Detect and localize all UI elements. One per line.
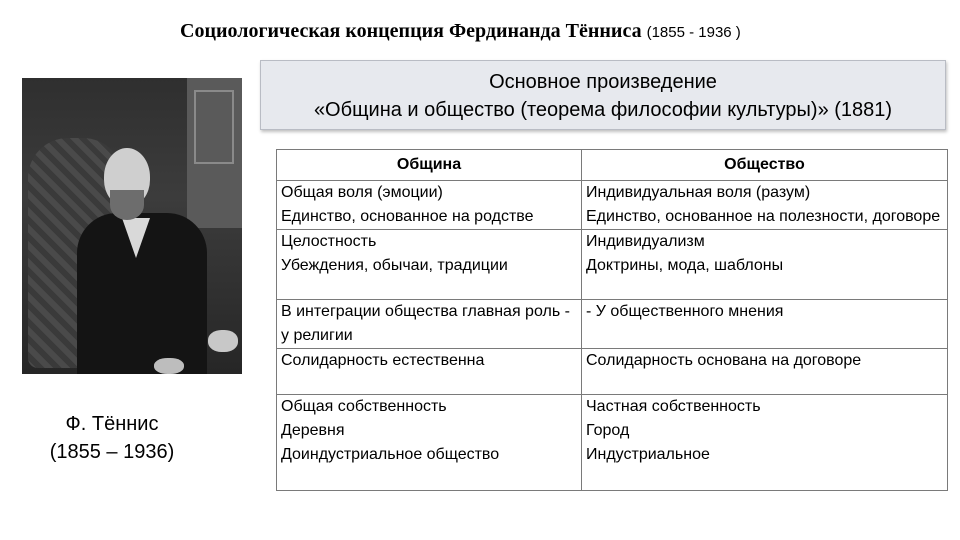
portrait-beard bbox=[110, 190, 144, 220]
table-row bbox=[277, 300, 948, 349]
comparison-table bbox=[276, 149, 948, 491]
portrait-hand bbox=[208, 330, 238, 352]
table-cell-community bbox=[277, 300, 582, 349]
cell-line: Общая собственность bbox=[281, 398, 447, 415]
table-cell-society bbox=[582, 300, 948, 349]
table-cell-society bbox=[582, 230, 948, 300]
portrait-caption-years: (1855 – 1936) bbox=[49, 441, 175, 463]
cell-line: В интеграции общества главная роль - у религии bbox=[281, 303, 570, 344]
cell-line: Общая воля (эмоции) bbox=[281, 184, 443, 201]
table-row bbox=[277, 230, 948, 300]
portrait-photo bbox=[22, 78, 242, 374]
table-cell-society bbox=[582, 395, 948, 491]
cell-line: Деревня bbox=[281, 422, 345, 439]
table-cell-community bbox=[277, 230, 582, 300]
cell-line: Город bbox=[586, 422, 630, 439]
cell-line: Доиндустриальное общество bbox=[281, 446, 500, 463]
portrait-frame bbox=[194, 90, 234, 164]
cell-line: Единство, основанное на родстве bbox=[281, 208, 534, 225]
table-cell-community bbox=[277, 181, 582, 230]
header-society: Общество bbox=[582, 150, 948, 181]
cell-line: Целостность bbox=[281, 233, 377, 250]
portrait-hand-lower bbox=[154, 358, 184, 374]
cell-line: Доктрины, мода, шаблоны bbox=[586, 257, 784, 274]
main-work-title: «Община и общество (теорема философии культуры)» (1881) bbox=[313, 99, 893, 121]
cell-line: Индивидуализм bbox=[586, 233, 705, 250]
table-row bbox=[277, 349, 948, 395]
table-cell-community bbox=[277, 349, 582, 395]
slide-title-text: Социологическая концепция Фердинанда Тённиса bbox=[180, 20, 642, 42]
portrait-caption-name: Ф. Тённис bbox=[65, 413, 159, 435]
table-cell-society bbox=[582, 349, 948, 395]
cell-line: Индустриальное bbox=[586, 446, 710, 463]
slide-title bbox=[180, 20, 940, 43]
slide-title-years: (1855 - 1936 ) bbox=[646, 24, 741, 41]
cell-line: Единство, основанное на полезности, договоре bbox=[586, 208, 941, 225]
cell-line: Солидарность естественна bbox=[281, 352, 485, 369]
main-work-heading: Основное произведение bbox=[489, 71, 717, 93]
cell-line: Убеждения, обычаи, традиции bbox=[281, 257, 508, 274]
cell-line: Частная собственность bbox=[586, 398, 761, 415]
table-header-row bbox=[277, 150, 948, 181]
cell-line: Солидарность основана на договоре bbox=[586, 352, 862, 369]
portrait-caption bbox=[22, 410, 202, 466]
cell-line: - У общественного мнения bbox=[586, 303, 784, 320]
cell-line: Индивидуальная воля (разум) bbox=[586, 184, 811, 201]
table-row bbox=[277, 395, 948, 491]
main-work-box bbox=[260, 60, 946, 130]
table-cell-community bbox=[277, 395, 582, 491]
table-row bbox=[277, 181, 948, 230]
header-community: Община bbox=[277, 150, 582, 181]
table-cell-society bbox=[582, 181, 948, 230]
